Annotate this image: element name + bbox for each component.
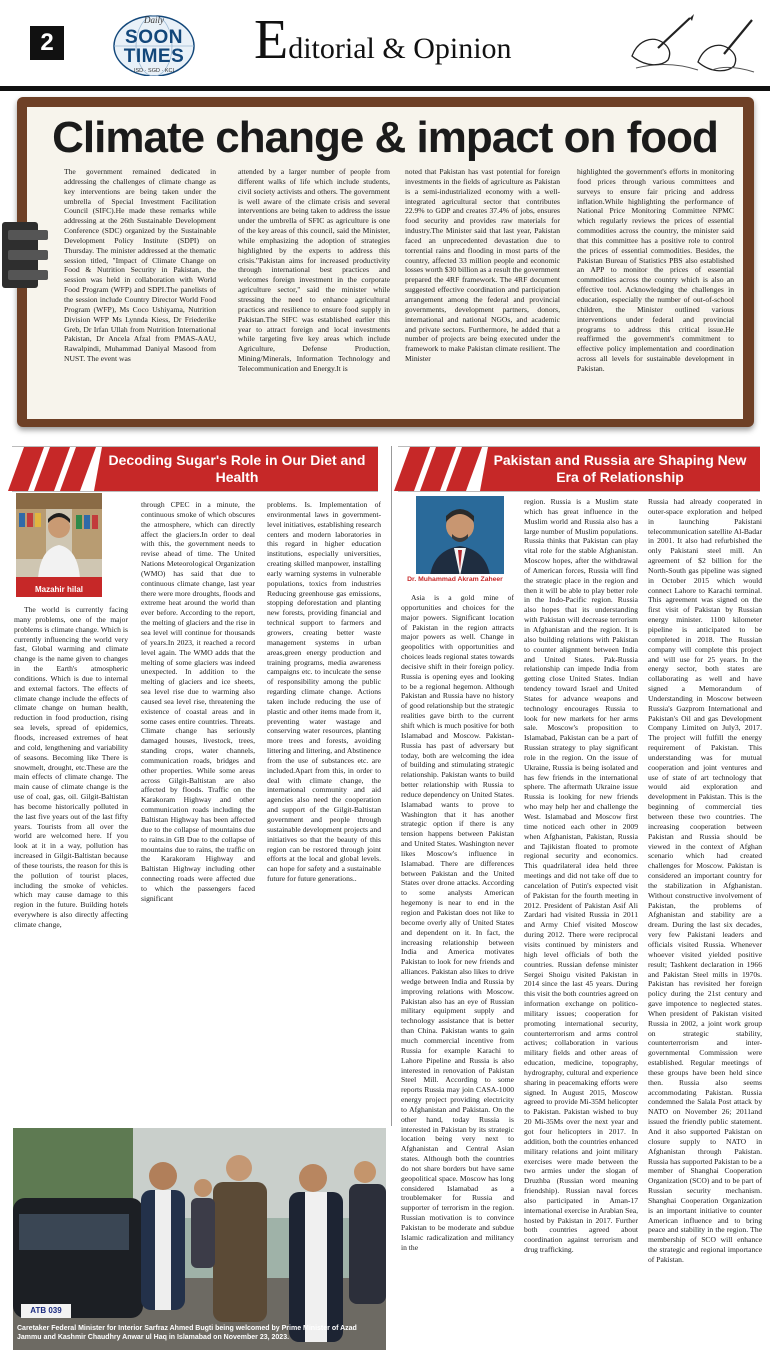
russia-headline[interactable]: Pakistan and Russia are Shaping New Era of Relationship xyxy=(493,452,747,485)
pens-writing-icon xyxy=(628,12,758,78)
sugar-column-text: The world is currently facing many problems, one of the major problems is climate change. Which is currently influencing the world very fast, Global warming and climate change is the name given to changes in the Earth's atmospheric conditions. Which is due to internal and external factors. The effects of climate change include the effects of climate change on human health, reduction in food production, rising sea levels, spread of epidemics, floods, increased extremes of heat and cold, lengthening and variability of seasons. Becoming like There is snowmelt, drought, etc.These are the main effects of climate change. The main cause of climate change is the use of coal, gas, oil. Gilgit-Baltistan has become historically polluted in the last five years out of the last fifty years. Tourists from all over the world are welcomed here. If you look at it in a way, pollution has increased in Gilgit-Baltistan because of these tourists, the reason for this is the pollution of tourist places, including the smoke of vehicles. which may cause damage to this region in the future. Building hotels everywhere is also directly affecting climate change, xyxy=(14,605,128,929)
sugar-column-1 xyxy=(14,605,128,1117)
lead-column-text: noted that Pakistan has vast potential for foreign investments in the fields of agriculture as Pakistan is a semi-industrialized economy with a well-integrated agricultural sector that contributes 22.9% to GDP and creates 37.4% of jobs, ensures food security and provides raw materials for industry.The Minister said that last year, Pakistan faced an unprecedented devastation due to torrential rains and flooding in most parts of the country, affected 33 million people and economic losses worth $30 billion as a result the government prepared the 4RF framework. The 4RF document suggested effective coordination and participation arrangement among the federal and provincial governments, development partners, donors, international and national NGOs, and academic and private sectors. Furthermore, he added that a number of projects are being executed under the framework to make Pakistan climate resilient. The Minister xyxy=(405,167,560,364)
section-title-initial: E xyxy=(254,9,289,71)
news-photo xyxy=(13,1128,386,1350)
lead-column-text: The government remained dedicated in addressing the challenges of climate change as key interventions are being taken under the umbrella of Special Investment Facilitation Council (SIFC).He made these remarks while addressing at the 26th Sustainable Development Conference (SDC) organized by the Sustainable Development Policy Institute (SDPI) on Thursday. The minister addressed at the thematic session titled, "Impact of Climate Change on Food & Nutrition Security in Pakistan, the session was held in collaboration with World Food Program (WFP) and SDPI.The panelists of the session include Country Director World Food Program (WFP), Ms Coco Ushiyama, Nutrition Division WFP Ms Lynnda Kiess, Dr Friederike Greb, Dr Irfan Ullah from Nutrition International Pakistan, Dr Ancela Afzal from PMAS-AAU, Rawalpindi, Muhammad Daniyal Masood from NUST. The event was xyxy=(64,167,216,364)
header-rule xyxy=(0,86,770,91)
lead-column-3 xyxy=(405,167,560,417)
section-title xyxy=(254,9,512,72)
sugar-column-text: problems. Is. Implementation of environmental laws in government-level initiatives, establishing research centers and modern laboratories in this regard in higher education institutions, especially universities, creating skilled manpower, installing early warning systems in vulnerable populations, toxics from industries Reducing greenhouse gas emissions, stopping deforestation and planting new forests, providing financial and technical support to farmers and growers, creating better waste management systems in urban areas,green energy production and training programs, media awareness campaigns etc. to inculcate the sense of responsibility among the public regarding climate change. Actions taken include reducing the use of plastic and other items made from it, preventing water wastage and conserving water resources, planting more trees and forests, avoiding littering and littering, and Abstinence from the use of substances etc. are included.Apart from this, in order to deal with climate change, the international community and aid agencies also need the cooperation and support of the Gilgit-Baltistan government and people through sustainable development projects and initiatives so that the beauty of this region can be restored through joint efforts at the local and global levels. can hope for safety and a sustainable future for future generations.. xyxy=(267,500,381,884)
sugar-author-name: Mazahir hilal xyxy=(16,583,102,597)
newspaper-logo[interactable] xyxy=(112,12,196,76)
sugar-column-text: through CPEC in a minute, the continuous smoke of which obscures the atmosphere, which can directly affect the glaciers.In order to deal with this, the government needs to revise ahead of time. The United Nations Meteorological Organization (WMO) has said that due to continuous climate change, last year there were more droughts, floods and extreme heat around the world than ever before. According to the report, the melting of glaciers and the rise in sea level will continue for thousands of years.In 2023, it reached a record level again. The WMO adds that the melting of some glaciers was indeed unexpected. In addition to the melting of glaciers and ice sheets, sea level rise due to warming also caused sea level rise, threatening the existence of coastal areas and in some cases entire countries. Threats. Climate change has seriously damaged houses, livestock, trees, standing crops, water channels, communication roads, bridges and other properties. While some areas across Gilgit-Baltistan are also affected by floods. Traffic on the Karakoram Highway and other communication roads including the Baltistan Highway has been affected due to the collapse of mountains due to rains.in GB Due to the collapse of mountains due to rains, the traffic on the Karakoram Highway and Baltistan Highway including other connecting roads were affected due to which the passengers faced significant xyxy=(141,500,255,903)
logo-name-bottom: TIMES xyxy=(123,46,185,67)
sugar-column-3 xyxy=(267,500,381,1117)
russia-headline-banner xyxy=(398,446,760,492)
sugar-author-photo xyxy=(16,493,102,591)
vehicle-plate: ATB 039 xyxy=(30,1306,62,1315)
russia-column-text: Asia is a gold mine of opportunities and choices for the major powers. Significant location of Pakistan in the region attracts major powers as well. Change in geopolitics with opportunities and choices leads regional states towards decisive shift in their foreign policy. Russia is opening eyes and looking to be a regional hegemon. Although Pakistan and Russia have no history of good relationship but the strategic realities gave birth to the current shift which is much positive for both Islamabad and Moscow. Pakistan-Russia has past of adversary but today, both are welcoming the idea of building and stimulating strategic relationship. Pakistan wants to build better relationship with Russia to reduce dependency on United States. Islamabad wants to prove to Washington that it has another strategic option if there is any tension happens between Pakistan and United States. Washington never likes Moscow's influence in Islamabad. There are differences between Pakistan and the United States over drone attacks. According to some analysts American hegemony is near to end in the region and Pakistan does not like to become overly ally of United States and dependent on it. In fact, the increasing relationship between India and America motivates Pakistan to look for new friends and alliances. Pakistan also likes to drive wedge between India and Russia by improving relations with Moscow. Pakistan also has an eye of Russian military equipment supply and technology assistance that is better than China. Pakistan wants to gain much commercial incentive from Russia for example Karachi to Lahore Pipeline and Russia is also interested in renovation of Pakistan Steel Mill. According to some reports Russia may join CASA-1000 energy project providing electricity to Afghanistan and Pakistan. On the other hand, today Russia is interested in Pakistan by its strategic location being very next to Afghanistan and Central Asian states. Although both the countries do not share borders but have same geopolitical space. Moscow has long considered Islamabad as a troublemaker for Russia and supporter of terrorism in the region. Russian motivation is to convince Pakistan to be moderate and subdue Islamic radicalization and militancy in the xyxy=(401,593,514,1252)
section-title-rest: ditorial & Opinion xyxy=(288,32,512,65)
russia-author-name: Dr. Muhammad Akram Zaheer xyxy=(399,574,511,586)
page-number: 2 xyxy=(30,26,64,60)
binder-clip-icon xyxy=(0,212,50,298)
russia-column-text: region. Russia is a Muslim state which has great influence in the Muslim world and Russia also has a large number of Muslim populations. Russia thinks that Pakistan can play vital role for the stable Afghanistan. Moscow hopes, after the withdrawal of American forces, Russia will find the strategic place in the region and then it will be able to play better role in the Indo-Pacific region. Russia also hopes that its understanding with Pakistan will decrease terrorism in Afghanistan and the region. It is also building relations with Pakistan to counter alignment between India and United States. Pak-Russia relationship can impede India from getting close United States. Indian tendency toward Israel and United States for advance weapons and technology encourages Russia to look for new markets for her arms sale. Moscow's proposition to Islamabad, Pakistan can be a part of Russian strategy to play significant role in the region. On the issue of Ukraine, Russia is being isolated and has few friends in the international sphere. The aftermath Ukraine issue Russia is looking for new friends who may help her and challenge the West. Islamabad and Moscow first time noticed each other in 2009 when Afghanistan, Pakistan, Russia and Tajikistan floated to promote regional security and economics. This quadrilateral idea held three meetings and did not take off due to cancelation of Putin's expected visit of Pakistan for the fourth meeting in 2012. President of Pakistan Asif Ali Zardari had visited Russia in 2011 and Army Chief visited Moscow during 2012. There were reciprocal visits continued by ministers and high level officials of both the countries. Russian defense minister Sergei Shoigu visited Pakistan in 2014 since the last 45 years. During this visit the both countries agreed on information exchange on politico-military issues; cooperation for promoting international security, counterterrorism and arms control actives; collaboration in various military fields and other areas of education, medicine, topography, hydrography, cultural and experience sharing in peacemaking efforts were signed. In August 2015, Moscow agreed to provide Mi-35M helicopter to Pakistan. Pakistan wished to buy 20 Mi-35Ms over the next year and got four helicopters in 2017. In addition, both the countries enhanced military relations and joint military exercises were made between the two armies under the slogan of Druzhba (Russian word meaning friendship). Russian naval forces also participated in Aman-17 international exercise in Arabian Sea, hosted by Pakistan in 2017. Further both countries agreed about coordination against terrorism and drug trafficking. xyxy=(524,497,638,1255)
page-header xyxy=(0,0,770,92)
logo-daily-label: Daily xyxy=(144,15,164,25)
russia-column-1 xyxy=(401,593,514,1347)
lead-column-2 xyxy=(238,167,390,417)
russia-column-text: Russia had already cooperated in outer-space exploration and helped in launching Pakistani telecommunication satellite Al-Badar in 2001. It also had refurbished the only Pakistani steel mill. An agreement of $2 billion for the North-South gas pipeline was signed in October 2015 which would connect Lahore to Karachi terminal. This agreement was signed on the first visit of Pakistan by Russian energy minister. 1100 kilometer pipeline is anticipated to be completed in 2018. The Russian company will complete this project and will use for 25 years. In the energy sector, both states are collaborating as well and have signed a Memorandum of Understanding in Moscow between Russia's Gazprom International and Pakistan's Oil and gas Development Company Limited on July3, 2017. The project will fulfill the energy requirement of Pakistan. This understanding was for mutual cooperation and joint ventures and use of state of art technology that would aid exploration and development in Pakistan. This is the beginning of commercial ties between these two countries. The increasing cooperation between Pakistan and Russia should be viewed in the context of Afghan scenario which had created challenges for Moscow. Pakistan is considered an important country for the stabilization in Afghanistan. Without constructive involvement of Pakistan, the problems of Afghanistan and stability are a dream. During the last six decades, very few Pakistani leaders and officials visited Russia. Whenever whoever visited yielded positive result; Tashkent declaration in 1966 and Pakistan Steel mills in 1970s. Pakistan has revisited her foreign policy during the 21st century and gave impotence to neglected states. When president of Pakistan visited Russia in 2002, a joint work group on strategic stability, counterterrorism and inter-governmental Commission were established. Regular meetings of these groups have been held since then. Russia also seems accommodating Pakistan. Russia condemned the Salala Post attack by NATO on November 26; 2011and issued the friendly public statement. And it also supported Pakistan on closure supply to NATO in Afghanistan through Pakistan. Russia has supported Pakistan to be a member of Shanghai Cooperation Organization (SCO) and to be part of Russian security mechanism. Shanghai Cooperation Organization is an important initiative to counter American influence and to bring peace and stability in the region. The membership of SCO will enhance the strategic and regional importance of Pakistan. xyxy=(648,497,762,1264)
russia-column-2 xyxy=(524,497,638,1347)
news-photo-caption: Caretaker Federal Minister for Interior Sarfraz Ahmed Bugti being welcomed by Prime Minister of Azad Jammu and Kashmir Chaudhry Anwar ul Haq in Islamabad on November 23, 2023. xyxy=(17,1325,357,1341)
logo-cities: ISD · SGD · KCI xyxy=(133,68,175,74)
author-portrait-icon xyxy=(16,493,102,579)
russia-author-photo xyxy=(416,496,504,576)
logo-name-top: SOON xyxy=(125,27,183,48)
logo-wordmark xyxy=(112,28,196,66)
sugar-headline-banner xyxy=(12,446,378,492)
sugar-headline[interactable]: Decoding Sugar's Role in Our Diet and Health xyxy=(108,452,366,485)
lead-column-1 xyxy=(64,167,216,417)
lead-headline[interactable]: Climate change & impact on food xyxy=(52,113,718,162)
sugar-column-2 xyxy=(141,500,255,1117)
russia-column-3 xyxy=(648,497,762,1347)
lead-column-text: highlighted the government's efforts in monitoring food prices through various committees and surveys to ensure fair pricing and address inflation.While highlighting the performance of National Price Monitoring Committee NPMC which regularly reviews the prices of essential commodities across the country, the minister said that this committee has a positive role to control the prices of essential commodities. Besides, the Pakistan Bureau of Statistics PBS also established an APP to monitor the prices of essential commodities across the country which is also an effective tool. Acknowledging the challenges in education, especially the number of out-of-school children, the Minister outlined various interventions under federal and provincial programs to address this critical issue.He reaffirmed the government's commitment to effective policy implementation and coordination across all levels for sustainable development in Pakistan. xyxy=(577,167,734,373)
column-divider xyxy=(391,446,392,1126)
lead-column-4 xyxy=(577,167,734,417)
lead-column-text: attended by a larger number of people from different walks of life which include students, civil society activists and others. The government is well aware of the climate crisis and several interventions are being taken to address the issue under the umbrella of SFIC as agriculture is one of the key areas of this council, said the Minister, while emphasizing the adoption of strategies highlighted by the experts to address this crisis."Pakistan aims for increased productivity through international best practices and welcomes foreign investment in the corporate agriculture sector," said the minister while stressing the need to enhance agricultural practices and resilience to ensure food supply in Pakistan.The SIFC was established earlier this year to attract foreign and local investments while targeting five key areas which include Agriculture, Defense Production, Mining/Minerals, Information Technology and Telecommunication and Energy.It is xyxy=(238,167,390,373)
author-portrait-icon xyxy=(416,496,504,576)
